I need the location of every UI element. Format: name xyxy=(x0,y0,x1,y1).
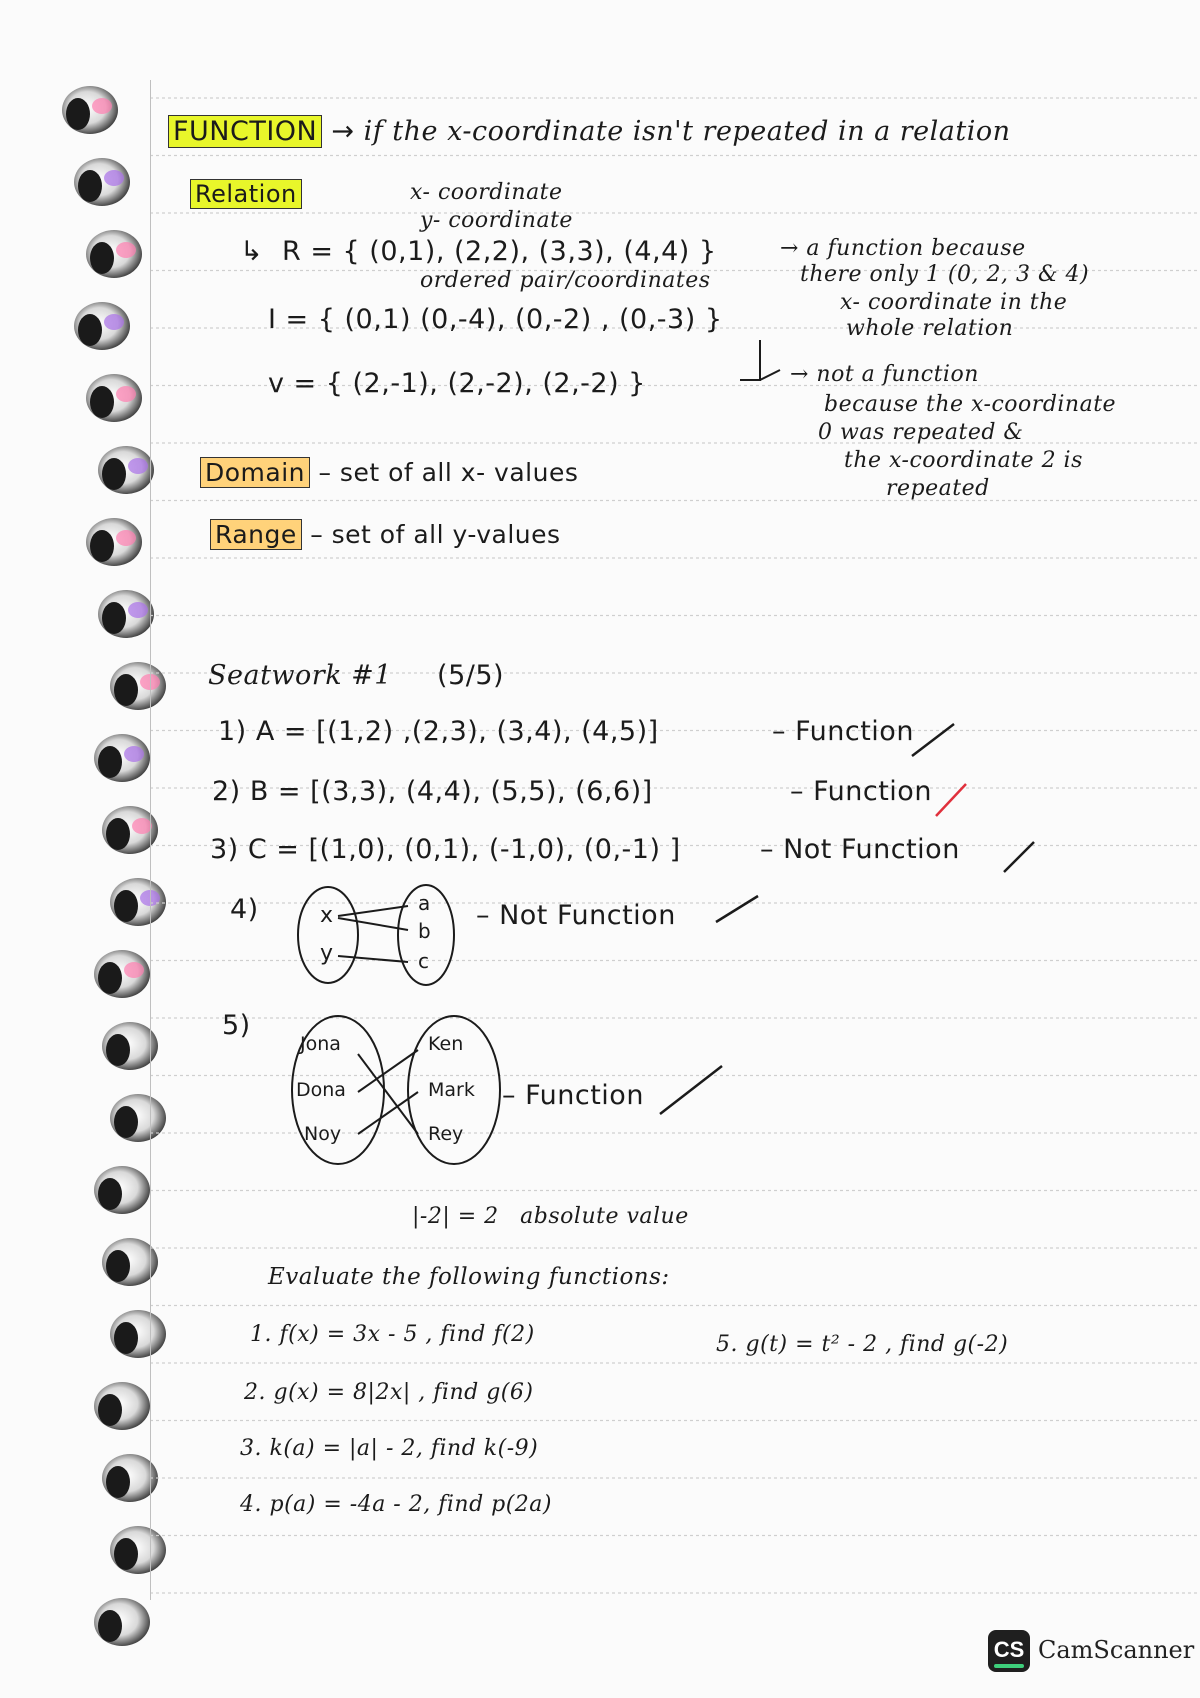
spiral-ring-accent xyxy=(116,242,136,258)
seatwork-answer-3: – Not Function xyxy=(760,834,960,865)
spiral-hole xyxy=(90,530,114,562)
spiral-hole xyxy=(102,602,126,634)
spiral-hole xyxy=(114,1322,138,1354)
item-number: 1) xyxy=(218,716,247,747)
spiral-hole xyxy=(114,674,138,706)
map5-domain-dona: Dona xyxy=(296,1079,346,1101)
map5-domain-jona: Jona xyxy=(300,1033,341,1055)
spiral-hole xyxy=(98,746,122,778)
item-number: 2) xyxy=(212,776,241,807)
heading-arrow: → xyxy=(331,116,355,147)
map5-range-mark: Mark xyxy=(428,1079,475,1101)
range-label: Range xyxy=(210,519,302,550)
spiral-hole xyxy=(90,386,114,418)
evaluate-item-1: 1. f(x) = 3x - 5 , find f(2) xyxy=(250,1322,535,1347)
set-r-reason-1: there only 1 (0, 2, 3 & 4) xyxy=(800,262,1090,287)
map5-domain-noy: Noy xyxy=(304,1123,342,1145)
spiral-ring-accent xyxy=(116,530,136,546)
map4-range-c: c xyxy=(418,949,429,973)
set-v: v = { (2,-1), (2,-2), (2,-2) } xyxy=(268,368,646,399)
spiral-hole xyxy=(106,818,130,850)
spiral-ring-accent xyxy=(124,746,144,762)
set-iv-reason-4: repeated xyxy=(886,476,990,501)
spiral-hole xyxy=(106,1466,130,1498)
spiral-hole xyxy=(78,314,102,346)
seatwork-item-5-number: 5) xyxy=(222,1010,251,1041)
arrow-r: ↳ xyxy=(240,236,264,267)
map4-range-b: b xyxy=(418,919,431,943)
check-mark-5 xyxy=(656,1060,726,1120)
absolute-expr: |-2| = 2 xyxy=(412,1204,499,1229)
evaluate-item-2: 2. g(x) = 8|2x| , find g(6) xyxy=(244,1380,534,1405)
spiral-ring-accent xyxy=(104,314,124,330)
spiral-hole xyxy=(98,1178,122,1210)
domain-label: Domain xyxy=(200,457,310,488)
check-mark-3 xyxy=(1000,836,1040,876)
spiral-ring-accent xyxy=(92,98,112,114)
set-iv-reason-3: the x-coordinate 2 is xyxy=(844,448,1083,473)
spiral-hole xyxy=(106,1034,130,1066)
seatwork-answer-5: – Function xyxy=(502,1080,644,1111)
set-iv-note: → not a function xyxy=(790,362,979,387)
function-definition: if the x-coordinate isn't repeated in a relation xyxy=(363,116,1011,147)
evaluate-item-4: 4. p(a) = -4a - 2, find p(2a) xyxy=(240,1492,553,1517)
relation-label: Relation xyxy=(190,179,302,209)
seatwork-answer-1: – Function xyxy=(772,716,914,747)
spiral-hole xyxy=(114,1106,138,1138)
set-r: R = { (0,1), (2,2), (3,3), (4,4) } xyxy=(282,236,717,267)
seatwork-item-1 xyxy=(218,716,659,747)
function-term: FUNCTION xyxy=(168,115,322,148)
check-mark-4 xyxy=(712,888,762,928)
spiral-hole xyxy=(114,890,138,922)
note-y-coordinate: y- coordinate xyxy=(420,208,573,233)
margin-line xyxy=(150,80,151,1600)
absolute-label: absolute value xyxy=(520,1204,689,1229)
seatwork-item-4-number: 4) xyxy=(230,894,259,925)
set-i: I = { (0,1) (0,-4), (0,-2) , (0,-3) } xyxy=(268,304,723,335)
range-text: – set of all y-values xyxy=(310,520,561,549)
domain-text: – set of all x- values xyxy=(318,458,579,487)
camscanner-logo: CS xyxy=(988,1630,1030,1672)
camscanner-name: CamScanner xyxy=(1038,1636,1195,1664)
note-x-coordinate: x- coordinate xyxy=(410,180,563,205)
mapping-diagram-4 xyxy=(288,880,458,990)
spiral-ring-accent xyxy=(116,386,136,402)
set-iv-reason-2: 0 was repeated & xyxy=(818,420,1024,445)
map5-range-ken: Ken xyxy=(428,1033,464,1055)
spiral-hole xyxy=(78,170,102,202)
item-number: 3) xyxy=(210,834,239,865)
spiral-hole xyxy=(98,962,122,994)
relation-label-wrap xyxy=(190,180,302,208)
seatwork-title: Seatwork #1 xyxy=(208,660,392,691)
set-r-reason-3: whole relation xyxy=(846,316,1014,341)
seatwork-answer-2: – Function xyxy=(790,776,932,807)
seatwork-item-3 xyxy=(210,834,681,865)
spiral-hole xyxy=(66,98,90,130)
set-iv-reason-1: because the x-coordinate xyxy=(824,392,1117,417)
set-r-reason-2: x- coordinate in the xyxy=(840,290,1068,315)
set-r-note: → a function because xyxy=(780,236,1026,261)
spiral-hole xyxy=(98,1394,122,1426)
seatwork-item-2 xyxy=(212,776,653,807)
spiral-ring-accent xyxy=(128,458,148,474)
map5-range-rey: Rey xyxy=(428,1123,464,1145)
map4-range-a: a xyxy=(418,891,431,915)
seatwork-answer-4: – Not Function xyxy=(476,900,676,931)
item-text: B = [(3,3), (4,4), (5,5), (6,6)] xyxy=(249,776,653,807)
spiral-ring-accent xyxy=(124,962,144,978)
seatwork-title-line xyxy=(208,660,504,691)
item-text: C = [(1,0), (0,1), (-1,0), (0,-1) ] xyxy=(247,834,681,865)
heading xyxy=(168,116,1011,147)
spiral-hole xyxy=(106,1250,130,1282)
mapping-diagram-5 xyxy=(288,1010,508,1170)
spiral-hole xyxy=(98,1610,122,1642)
check-mark-2 xyxy=(932,780,972,820)
spiral-ring-accent xyxy=(132,818,152,834)
spiral-hole xyxy=(90,242,114,274)
item-text: A = [(1,2) ,(2,3), (3,4), (4,5)] xyxy=(255,716,659,747)
spiral-hole xyxy=(102,458,126,490)
map4-domain-y: y xyxy=(320,941,334,966)
absolute-line xyxy=(412,1204,689,1229)
seatwork-score: (5/5) xyxy=(437,660,505,691)
domain-line xyxy=(200,458,578,487)
note-ordered-pair: ordered pair/coordinates xyxy=(420,268,711,293)
evaluate-title: Evaluate the following functions: xyxy=(268,1264,670,1290)
map4-domain-x: x xyxy=(320,903,334,928)
range-line xyxy=(210,520,561,549)
check-mark-1 xyxy=(910,720,960,760)
evaluate-item-5: 5. g(t) = t² - 2 , find g(-2) xyxy=(716,1332,1009,1357)
spiral-hole xyxy=(114,1538,138,1570)
spiral-ring-accent xyxy=(104,170,124,186)
evaluate-item-3: 3. k(a) = |a| - 2, find k(-9) xyxy=(240,1436,539,1461)
spiral-ring-accent xyxy=(128,602,148,618)
